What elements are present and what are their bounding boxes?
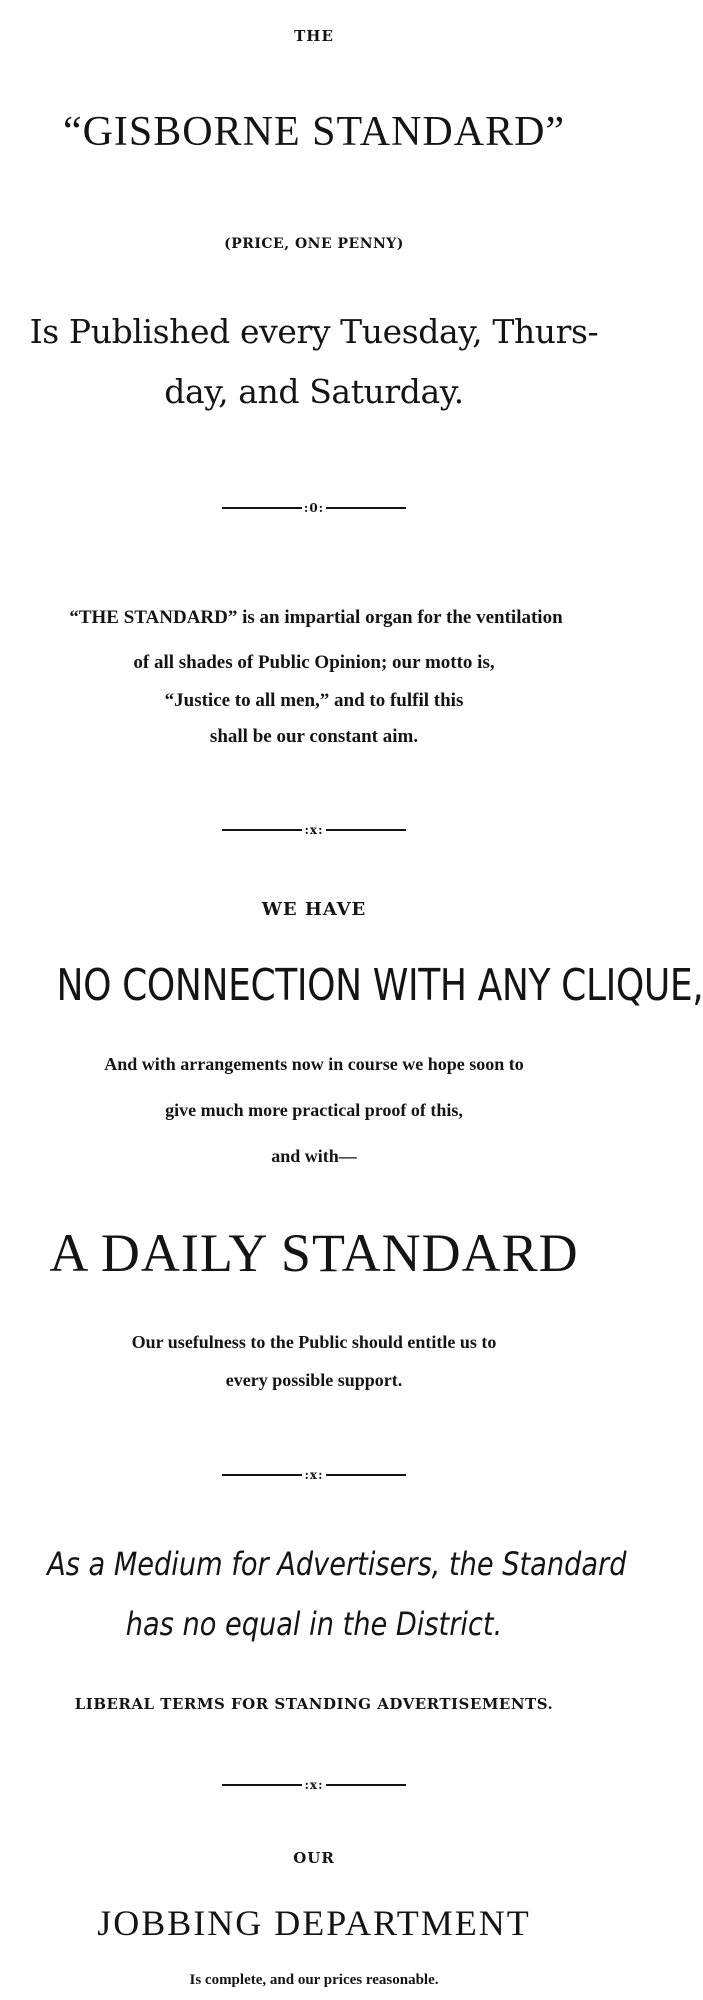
divider-bar — [326, 1784, 406, 1786]
our-label: OUR — [293, 1849, 335, 1867]
jobbing-note: Is complete, and our prices reasonable. — [189, 1972, 439, 1988]
divider-ornament: :x: — [304, 1467, 324, 1482]
motto-line-3: “Justice to all men,” and to fulfil this — [164, 690, 464, 711]
section-divider — [0, 1777, 628, 1792]
masthead-title: “GISBORNE STANDARD” — [62, 109, 566, 155]
advertisers-line-1: As a Medium for Advertisers, the Standard — [47, 1545, 627, 1583]
daily-standard-headline: A DAILY STANDARD — [49, 1223, 579, 1283]
section-divider — [0, 1467, 628, 1482]
usefulness-line-1: Our usefulness to the Public should entitle us to — [131, 1332, 497, 1352]
publication-schedule-line-1: Is Published every Tuesday, Thurs- — [29, 312, 599, 351]
jobbing-department-headline: JOBBING DEPARTMENT — [97, 1903, 531, 1943]
motto-line-2: of all shades of Public Opinion; our motto is, — [133, 652, 495, 673]
section-divider — [0, 822, 628, 837]
no-clique-headline: NO CONNECTION WITH ANY CLIQUE, — [56, 960, 703, 1011]
divider-bar — [326, 829, 406, 831]
usefulness-line-2: every possible support. — [225, 1370, 403, 1390]
motto-line-1: “THE STANDARD” is an impartial organ for the ventilation — [69, 607, 563, 628]
divider-bar — [222, 1784, 302, 1786]
arrangements-line-1: And with arrangements now in course we hope soon to — [104, 1054, 524, 1074]
divider-bar — [326, 507, 406, 509]
arrangements-line-2: give much more practical proof of this, — [165, 1100, 463, 1120]
price-note: (PRICE, ONE PENNY) — [224, 236, 404, 252]
the-label: THE — [294, 27, 334, 45]
divider-bar — [222, 829, 302, 831]
motto-line-4: shall be our constant aim. — [209, 726, 419, 747]
liberal-terms-note: LIBERAL TERMS FOR STANDING ADVERTISEMENTS. — [74, 1695, 554, 1713]
we-have-label: WE HAVE — [261, 899, 367, 920]
arrangements-line-3: and with— — [271, 1146, 357, 1166]
divider-bar — [222, 507, 302, 509]
divider-bar — [326, 1474, 406, 1476]
divider-ornament: :x: — [304, 1777, 324, 1792]
advertisers-line-2: has no equal in the District. — [125, 1605, 503, 1643]
divider-bar — [222, 1474, 302, 1476]
section-divider — [0, 500, 628, 515]
publication-schedule-line-2: day, and Saturday. — [164, 372, 464, 411]
divider-ornament: :x: — [304, 822, 324, 837]
divider-ornament: :0: — [303, 500, 325, 515]
